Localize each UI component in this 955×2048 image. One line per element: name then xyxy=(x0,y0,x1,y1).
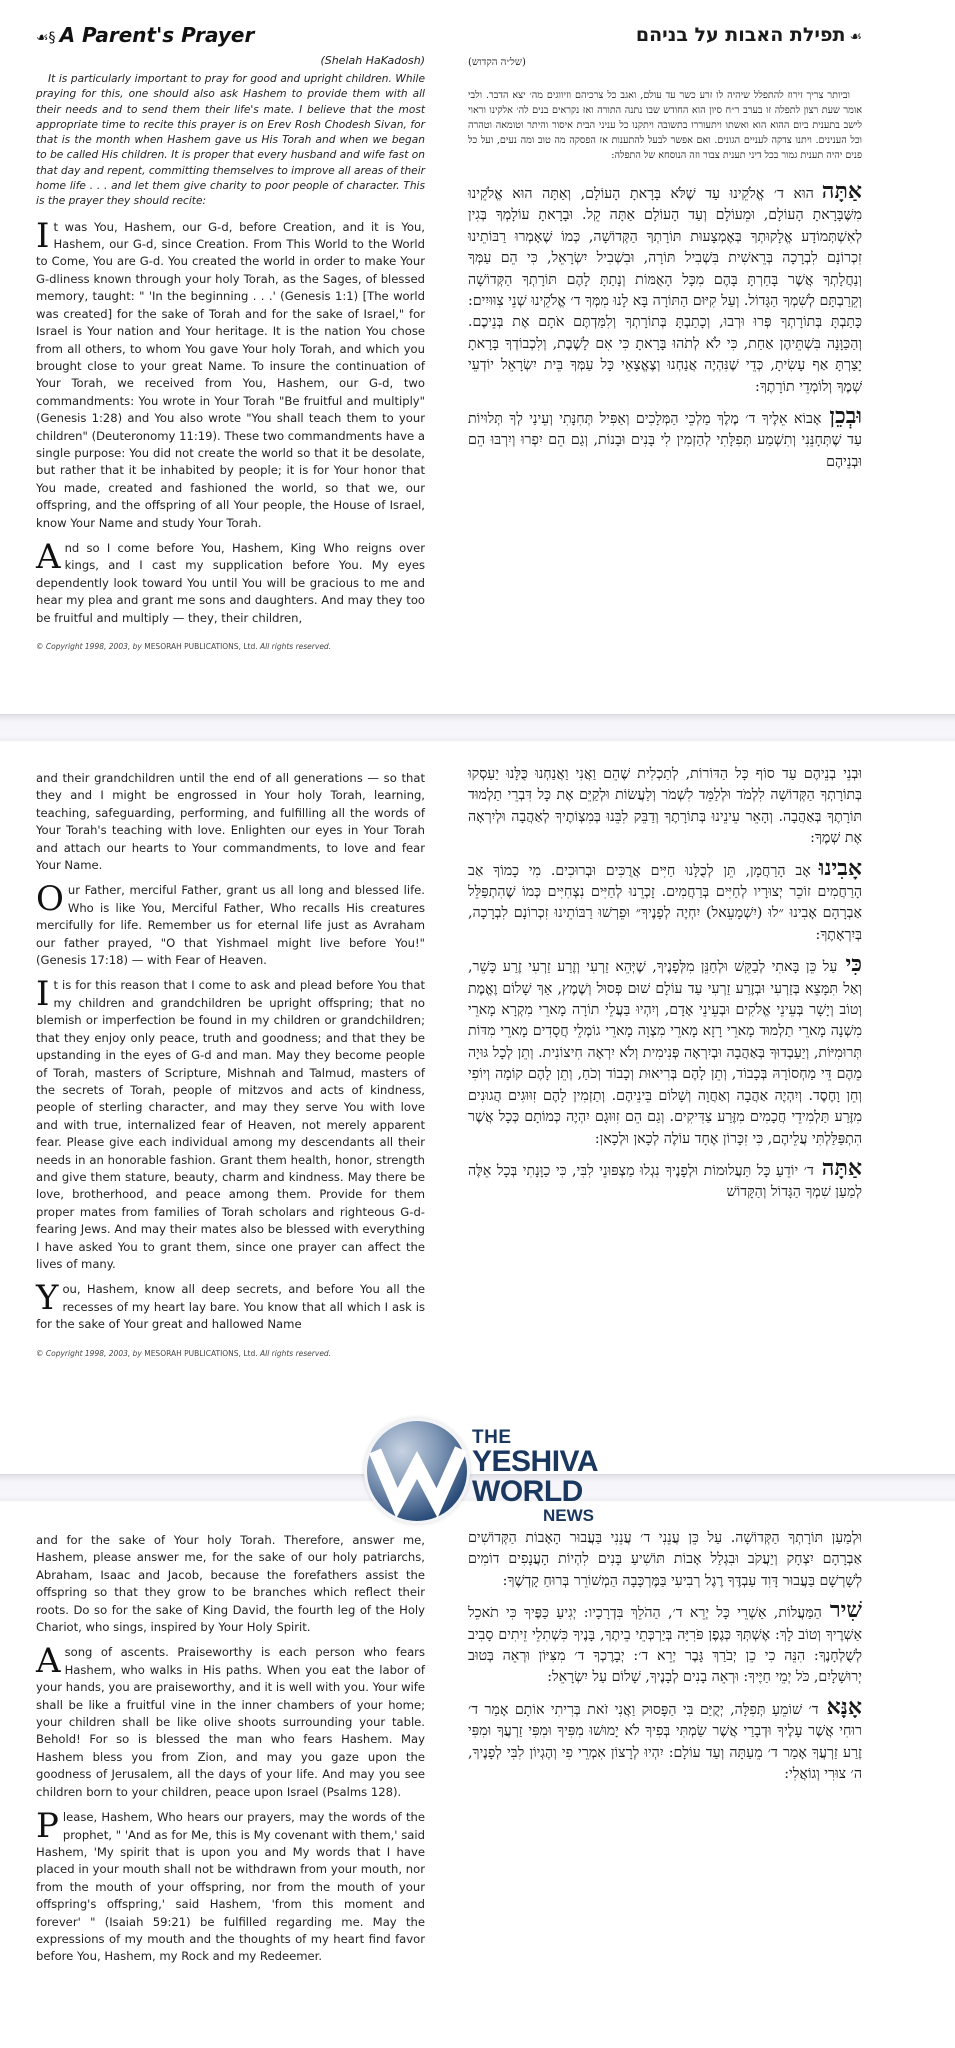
copyright-notice: © Copyright 1998, 2003, by MESORAH PUBLICATIONS, Ltd. All rights reserved. xyxy=(36,1348,332,1358)
english-column xyxy=(36,1532,425,1974)
hebrew-paragraph: אָבִינוּאָב הָרַחֲמָן, תֵּן לְכֻלָּנוּ חַיִּים אֲרֻכִּים וּבְרוּכִים. מִי כָמוֹךָ אַב הָרַחֲמִים זוֹכֵר יְצוּרָיו לְחַיִּים בְּרַחֲמִים. זָכְרֵנוּ לְחַיִּים נִצְחִיִּים כְּמוֹ שֶׁהִתְפַּלֵּל אַבְרָהָם אָבִינוּ ״לוּ (יִשְׁמָעֵאל) יִחְיֶה לְפָנֶיךָ״ וּפֵרְשׁוּ רַבּוֹתֵינוּ זִכְרוֹנָם לִבְרָכָה, בְּיִרְאָתֶךָ: xyxy=(468,854,862,943)
drop-cap: I xyxy=(36,974,50,1015)
lead-word: שִׁיר xyxy=(829,1597,862,1624)
hebrew-paragraph: וּבְנֵי בְנֵיהֶם עַד סוֹף כָּל הַדּוֹרוֹת, לְתַכְלִית שֶׁהֵם וַאֲנִי וַאֲנַחְנוּ כֻּלָּנוּ יַעַסְקוּ בְּתוֹרָתְךָ הַקְּדוֹשָׁה לִלְמֹד וּלְלַמֵּד לִשְׁמֹר וְלַעֲשׂוֹת וּלְקַיֵּם אֶת כָּל דִּבְרֵי תַלְמוּד תּוֹרָתֶךָ בְּאַהֲבָה. וְהָאֵר עֵינֵינוּ בְּתוֹרָתֶךָ וְדַבֵּק לִבֵּנוּ בְּמִצְוֹתֶיךָ לְאַהֲבָה וּלְיִרְאָה אֶת שְׁמֶךָ: xyxy=(468,766,862,847)
hebrew-paragraph: כִּיעַל כֵּן בָּאתִי לְבַקֵּשׁ וּלְחַנֵּן מִלְּפָנֶיךָ, שֶׁיְּהֵא זַרְעִי וְזֶרַע זַרְעִי זֶרַע כָּשֵׁר, וְאַל תִּמָּצֵא בְּזַרְעִי וּבְזֶרַע זַרְעִי עַד עוֹלָם שׁוּם פְּסוּל וְשֶׁמֶץ, אַךְ שָׁלוֹם וֶאֱמֶת וְטוֹב וְיָשָׁר בְּעֵינֵי אֱלֹקִים וּבְעֵינֵי אָדָם, וְיִהְיוּ בַּעֲלֵי תוֹרָה מָארֵי מִקְרָא מָארֵי מִשְׁנָה מָארֵי תַלְמוּד מָארֵי רָזָא מָארֵי מִצְוָה מָארֵי גוֹמְלֵי חֲסָדִים מָארֵי מִדּוֹת תְּרוּמִיּוֹת, וְיַעַבְדוּךָ בְּאַהֲבָה וּבְיִרְאָה פְּנִימִית וְלֹא יִרְאָה חִיצוֹנִית. וְתֵן לְכָל גּוּיָה מֵהֶם דֵּי מַחְסוֹרָהּ בְּכָבוֹד, וְתֵן לָהֶם בְּרִיאוּת וְכָבוֹד וְכֹחַ, וְתֵן לָהֶם קוֹמָה וְיוֹפִי וְחֵן וָחֶסֶד. וְיִהְיֶה אַהֲבָה וְאַחֲוָה וְשָׁלוֹם בֵּינֵיהֶם. וְתַזְמִין לָהֶם זִוּוּגִים הֲגוּנִים מִזֶּרַע תַּלְמִידֵי חֲכָמִים מִזֶּרַע צַדִּיקִים. וְגַם הֵם זִוּוּגָם יִהְיֶה כְּמוֹתָם כְּכָל אֲשֶׁר הִתְפַּלַּלְתִּי עֲלֵיהֶם, כִּי זִכָּרוֹן אֶחָד עוֹלֶה לְכָאן וּלְכָאן: xyxy=(468,951,862,1147)
ornament-icon: ☙§ xyxy=(36,30,56,46)
prayer-page-2 xyxy=(0,742,955,1474)
drop-cap: Y xyxy=(36,1278,59,1319)
hebrew-source: (של״ה הקדוש) xyxy=(468,57,526,68)
english-column xyxy=(36,22,425,661)
hebrew-paragraph: אַתָּההוּא ד׳ אֱלֹקֵינוּ עַד שֶׁלֹּא בָּרָאתָ הָעוֹלָם, וְאַתָּה הוּא אֱלֹקֵינוּ מִשֶּׁבָּרָאתָ הָעוֹלָם, וּמֵעוֹלָם וְעַד הָעוֹלָם אַתָּה קֵל. וּבָרָאתָ עוֹלָמְךָ בְּגִין לְאִשְׁתְּמוֹדָע אֱלָקוּתְךָ בְּאֶמְצָעוּת תּוֹרָתְךָ הַקְּדוֹשָׁה, כְּמוֹ שֶׁאָמְרוּ רַבּוֹתֵינוּ זִכְרוֹנָם לִבְרָכָה בְּרֵאשִׁית בִּשְׁבִיל תּוֹרָה, וּבִשְׁבִיל יִשְׂרָאֵל, כִּי הֵם עַמְּךָ וְנַחֲלָתְךָ אֲשֶׁר בָּחַרְתָּ בָּהֶם מִכָּל הָאֻמּוֹת וְנָתַתָּ לָהֶם תּוֹרָתְךָ הַקְּדוֹשָׁה וְקֵרַבְתָּם לְשִׁמְךָ הַגָּדוֹל. וְעַל קִיּוּם הַתּוֹרָה בָּא לָנוּ מִמְּךָ ד׳ אֱלֹקֵינוּ שְׁנֵי צִוּוּיִים: כָּתַבְתָּ בְּתוֹרָתְךָ פְּרוּ וּרְבוּ, וְכָתַבְתָּ בְּתוֹרָתְךָ וְלִמַּדְתֶּם אֹתָם אֶת בְּנֵיכֶם. וְהַכַּוָּנָה בִּשְׁתֵּיהֶן אַחַת, כִּי לֹא לְתֹהוּ בָּרָאתָ כִּי אִם לָשֶׁבֶת, וְלִכְבוֹדְךָ בָּרָאתָ יָצַרְתָּ אַף עָשִׂיתָ, כְּדֵי שֶׁנִּהְיֶה אֲנַחְנוּ וְצֶאֱצָאֵי כָּל עַמְּךָ בֵּית יִשְׂרָאֵל יוֹדְעֵי שְׁמֶךָ וְלוֹמְדֵי תוֹרָתֶךָ: xyxy=(468,178,862,395)
prayer-page-1 xyxy=(0,0,955,714)
lead-word: אָבִינוּ xyxy=(818,854,862,881)
lead-word: אָנָּא xyxy=(826,1693,862,1720)
drop-cap: P xyxy=(36,1806,59,1847)
english-paragraph: And so I come before You, Hashem, King Who reigns over kings, and I cast my supplication before You. My eyes dependently look toward You until You will be gracious to me and hear my plea and grant me sons and daughters. And may they too be fruitful and multiply — they, their children, xyxy=(36,536,425,625)
english-paragraph: You, Hashem, know all deep secrets, and before You all the recesses of my heart lay bare. You know that all which I ask is for the sake of Your great and hallowed Name xyxy=(36,1278,425,1332)
english-paragraph: and for the sake of Your holy Torah. Therefore, answer me, Hashem, please answer me, for the sake of our holy patriarchs, Abraham, Isaac and Jacob, because the forefathers assist the offspring so that they grow to be branches which reflect their roots. Do so for the sake of King David, the fourth leg of the Holy Chariot, who sings, inspired by Your Holy Spirit. xyxy=(36,1533,425,1635)
drop-cap: O xyxy=(36,879,64,920)
drop-cap: A xyxy=(36,536,61,577)
hebrew-paragraph: אַתָּהד׳ יוֹדֵעַ כָּל תַּעֲלוּמוֹת וּלְפָנֶיךָ נִגְלוּ מַצְפּוּנֵי לִבִּי, כִּי כַוָּנָתִי בְּכָל אֵלֶּה לְמַעַן שִׁמְךָ הַגָּדוֹל וְהַקָּדוֹשׁ xyxy=(468,1154,862,1201)
lead-word: וּבְכֵן xyxy=(829,403,862,430)
hebrew-paragraph: שִׁירהַמַּעֲלוֹת, אַשְׁרֵי כָּל יְרֵא ד׳, הַהֹלֵךְ בִּדְרָכָיו: יְגִיעַ כַּפֶּיךָ כִּי תֹאכֵל אַשְׁרֶיךָ וְטוֹב לָךְ: אֶשְׁתְּךָ כְּגֶפֶן פֹּרִיָּה בְּיַרְכְּתֵי בֵיתֶךָ, בָּנֶיךָ כִּשְׁתִלֵי זֵיתִים סָבִיב לְשֻׁלְחָנֶךָ: הִנֵּה כִי כֵן יְבֹרַךְ גָּבֶר יְרֵא ד׳: יְבָרֶכְךָ ד׳ מִצִּיּוֹן וּרְאֵה בְּטוּב יְרוּשָׁלָיִם, כֹּל יְמֵי חַיֶּיךָ: וּרְאֵה בָנִים לְבָנֶיךָ, שָׁלוֹם עַל יִשְׂרָאֵל: xyxy=(468,1597,862,1686)
drop-cap: A xyxy=(36,1641,61,1682)
hebrew-intro: וביותר צריך זירוז להתפלל שיהיה לו זרע כשר עד עולם, ואגב כל צרכיהם וזיווגים מה׳ יצא הדבר. ולבי אומר שעת רצון לתפלה זו בערב ר״ח סיון הוא החודש שבו נתנה התורה ואז נקראים בנים לה׳ אלקינו וראוי לישב בתענית ביום ההוא הוא ואשתו ויתעוררו בתשובה ויתקנו כל עניני הבית איסור והיתר וטומאה וטהרה וכל הענינים. ויתנו צדקה לעניים הגונים. ואם אפשר לבעל להתענות אז הפסקה מה טוב ומה נעים, ועל כל פנים יהיה תענית גמור בכל דיני תענית צבור וזה הנוסחא של התפלה: xyxy=(468,90,862,161)
english-paragraph: It was You, Hashem, our G-d, before Creation, and it is You, Hashem, our G-d, since Creation. From This World to the World to Come, You are G-d. You created the world in order to make Your G-dliness known through your holy Torah, as the Sages, of blessed memory, taught: " 'In the beginning . . .' (Genesis 1:1) [The world was created] for the sake of Torah and for the sake of Israel," for Israel is Your nation and Your heritage. It is the nation You chose from all others, to whom You gave Your holy Torah, and which you brought close to your great Name. To insure the continuation of Your Torah, we received from You, Hashem, our G-d, two commandments: You wrote in Your Torah "Be fruitful and multiply" (Genesis 1:28) and You also wrote "You shall teach them to your children" (Deuteronomy 11:19). These two commandments have a single purpose: You did not create the world so that it be desolate, but rather that it be inhabited by people; it is for Your honor that You made, created and fashioned the world, so that we, our offspring, and the offspring of all Your people, the House of Israel, know Your Name and study Your Torah. xyxy=(36,215,425,530)
ornament-icon: ☙ xyxy=(849,29,862,45)
english-paragraph: A song of ascents. Praiseworthy is each person who fears Hashem, who walks in His paths. When you eat the labor of your hands, you are praiseworthy, and it is well with you. Your wife shall be like a fruitful vine in the inner chambers of your home; your children shall be like olive shoots surrounding your table. Behold! For so is blessed the man who fears Hashem. May Hashem bless you from Zion, and may you gaze upon the goodness of Jerusalem, all the days of your life. And may you see children born to your children, peace upon Israel (Psalms 128). xyxy=(36,1641,425,1799)
hebrew-paragraph: וּלְמַעַן תּוֹרָתְךָ הַקְּדוֹשָׁה. עַל כֵּן עֲנֵנִי ד׳ עֲנֵנִי בַּעֲבוּר הָאָבוֹת הַקְּדוֹשִׁים אַבְרָהָם יִצְחָק וְיַעֲקֹב וּבִגְלַל אָבוֹת תּוֹשִׁיעַ בָּנִים לִהְיוֹת הָעֲנָפִים דוֹמִים לְשָׁרְשָׁם בַּעֲבוּר דָּוִד עַבְדֶּךָ רֶגֶל רְבִיעִי בַּמֶּרְכָּבָה הַמְשׁוֹרֵר בְּרוּחַ קָדְשֶׁךָ: xyxy=(468,1530,862,1589)
page-separator xyxy=(0,714,955,742)
english-intro: It is particularly important to pray for good and upright children. While praying for this, one should also ask Hashem to provide them with all their needs and to send them their life's mate. I believe that the most appropriate time to recite this prayer is on Erev Rosh Chodesh Sivan, for that is the month when Hashem gave us His Torah and when we began to be called His children. It is proper that every husband and wife fast on that day and repent, committing themselves to improve all areas of their home life . . . and let them give charity to poor people of character. This is the prayer they should recite: xyxy=(36,73,425,208)
hebrew-column xyxy=(468,22,862,481)
yeshiva-world-news-logo[interactable] xyxy=(364,1418,596,1528)
english-paragraph: Our Father, merciful Father, grant us all long and blessed life. Who is like You, Merciful Father, Who recalls His creatures mercifully for life. Remember us for eternal life just as Avraham our father prayed, "O that Yishmael might live before You!" (Genesis 17:18) — with Fear of Heaven. xyxy=(36,879,425,968)
lead-word: אַתָּה xyxy=(821,178,862,204)
english-title: ☙§ A Parent's Prayer xyxy=(36,23,255,47)
lead-word: אַתָּה xyxy=(821,1154,862,1181)
lead-word: כִּי xyxy=(845,951,862,978)
hebrew-paragraph: וּבְכֵןאָבוֹא אֵלֶיךָ ד׳ מֶלֶךְ מַלְכֵי הַמְּלָכִים וְאַפִּיל תְּחִנָּתִי וְעֵינַי לְךָ תְּלוּיוֹת עַד שֶׁתְּחָנֵּנִי וְתִשְׁמַע תְּפִלָּתִי לְהַזְמִין לִי בָּנִים וּבָנוֹת, וְגַם הֵם יִפְרוּ וְיִרְבּוּ הֵם וּבְנֵיהֶם xyxy=(468,403,862,470)
english-source: (Shelah HaKadosh) xyxy=(320,54,425,67)
english-paragraph: and their grandchildren until the end of all generations — so that they and I might be engrossed in Your holy Torah, learning, teaching, safeguarding, performing, and fulfilling all the words of Your Torah's teaching with love. Enlighten our eyes in Your Torah and attach our hearts to Your commandments, to love and fear Your Name. xyxy=(36,771,425,873)
prayer-page-3 xyxy=(0,1502,955,2048)
english-paragraph: It is for this reason that I come to ask and plead before You that my children and grandchildren be upright offspring; that no blemish or imperfection be found in my children or grandchildren; that they enjoy only peace, truth and goodness; and that they be upstanding in the eyes of G-d and man. May they become people of Torah, masters of Scripture, Mishnah and Talmud, masters of the secrets of Torah, people of mitzvos and acts of kindness, people of sterling character, and may they serve You with love and with true, internalized fear of Heaven, not merely apparent fear. Please give each individual among my descendants all their needs in an honorable fashion. Grant them health, honor, strength and give them stature, beauty, charm and kindness. May there be love, brotherhood, and peace among them. Provide for them proper mates from families of Torah scholars and righteous G-d-fearing Jews. And may their mates also be blessed with everything I have asked You to grant them, since one prayer can affect the lives of many. xyxy=(36,974,425,1271)
copyright-notice: © Copyright 1998, 2003, by MESORAH PUBLICATIONS, Ltd. All rights reserved. xyxy=(36,642,332,652)
hebrew-column xyxy=(468,1528,862,1793)
logo-wordmark: THE YESHIVA WORLD NEWS xyxy=(472,1427,598,1525)
hebrew-title: ☙תפילת האבות על בניהם xyxy=(635,24,862,46)
logo-w-icon xyxy=(364,1418,470,1524)
drop-cap: I xyxy=(36,215,50,256)
english-column xyxy=(36,770,425,1368)
hebrew-column xyxy=(468,764,862,1212)
english-paragraph: Please, Hashem, Who hears our prayers, may the words of the prophet, " 'And as for Me, this is My covenant with them,' said Hashem, 'My spirit that is upon you and My words that I have placed in your mouth shall not be withdrawn from your mouth, nor from the mouth of your offspring, nor from the mouth of your offspring's offspring,' said Hashem, 'from this moment and forever' " (Isaiah 59:21) be fulfilled regarding me. May the expressions of my mouth and the thoughts of my heart find favor before You, Hashem, my Rock and my Redeemer. xyxy=(36,1806,425,1964)
hebrew-paragraph: אָנָּאד׳ שׁוֹמֵעַ תְּפִלָּה, יְקֻיַּם בִּי הַפָּסוּק וַאֲנִי זֹאת בְּרִיתִי אוֹתָם אָמַר ד׳ רוּחִי אֲשֶׁר עָלֶיךָ וּדְבָרַי אֲשֶׁר שַׂמְתִּי בְּפִיךָ לֹא יָמוּשׁוּ מִפִּיךָ וּמִפִּי זַרְעֲךָ וּמִפִּי זֶרַע זַרְעֲךָ אָמַר ד׳ מֵעַתָּה וְעַד עוֹלָם: יִהְיוּ לְרָצוֹן אִמְרֵי פִי וְהֶגְיוֹן לִבִּי לְפָנֶיךָ, ה׳ צוּרִי וְגוֹאֲלִי: xyxy=(468,1693,862,1783)
